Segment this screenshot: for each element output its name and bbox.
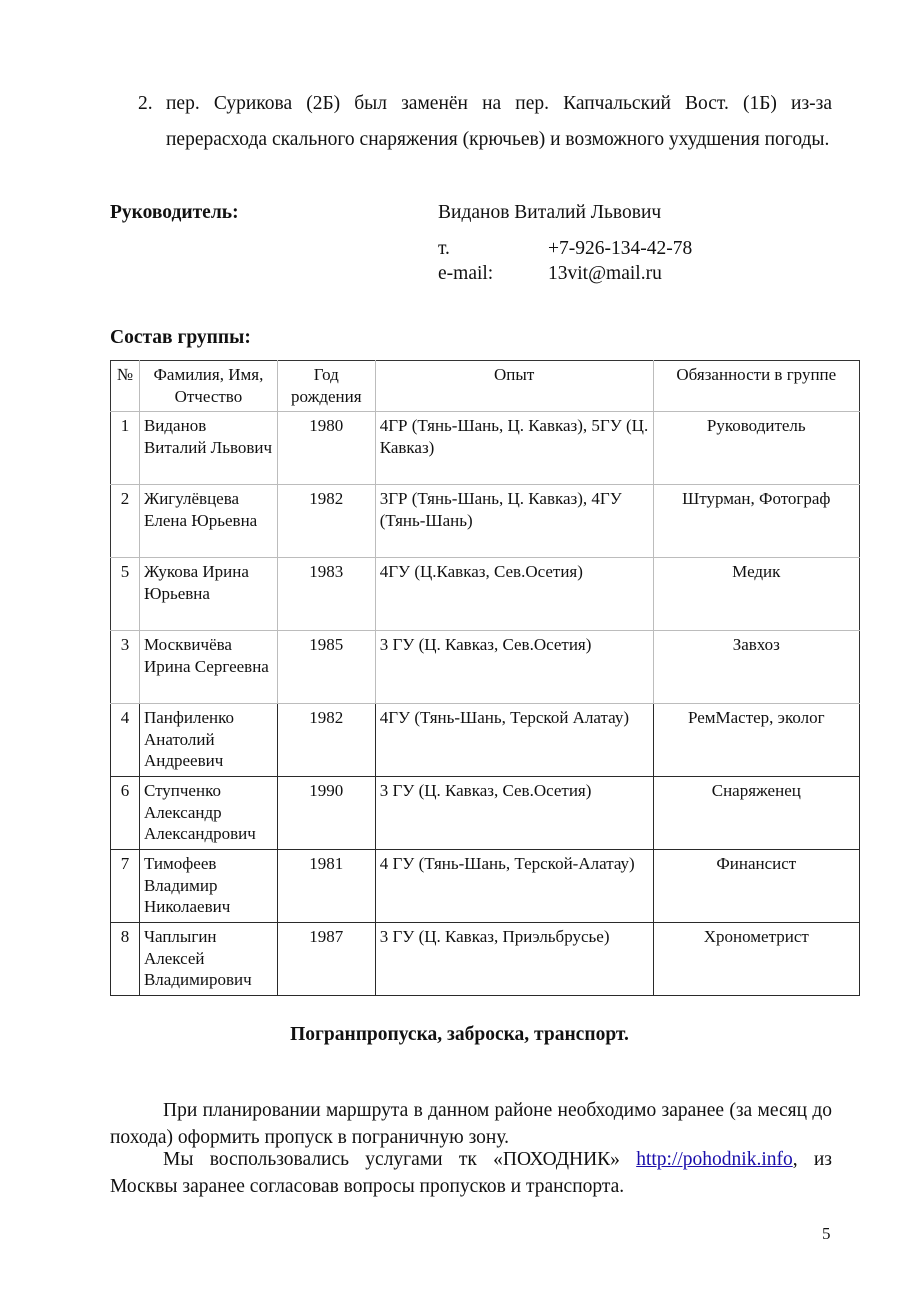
cell-number: 8	[111, 923, 140, 996]
cell-birth-year: 1980	[277, 412, 375, 485]
list-item-text: пер. Сурикова (2Б) был заменён на пер. Капчальский Вост. (1Б) из-за перерасхода скального снаряжения (крючьев) и возможного ухудшения погоды.	[166, 93, 832, 150]
leader-phone	[438, 236, 692, 262]
cell-duty: Завхоз	[653, 631, 859, 704]
email-label: e-mail:	[438, 263, 494, 284]
cell-name: Виданов Виталий Львович	[139, 412, 277, 485]
table-row	[111, 412, 860, 485]
cell-duty: Штурман, Фотограф	[653, 485, 859, 558]
table-row	[111, 704, 860, 777]
cell-birth-year: 1987	[277, 923, 375, 996]
cell-number: 2	[111, 485, 140, 558]
pohodnik-link[interactable]: http://pohodnik.info	[636, 1149, 793, 1170]
email-value: 13vit@mail.ru	[548, 263, 662, 284]
cell-experience: 3 ГУ (Ц. Кавказ, Сев.Осетия)	[375, 777, 653, 850]
numbered-list-item	[138, 86, 832, 158]
list-item-number: 2.	[138, 93, 153, 114]
cell-birth-year: 1990	[277, 777, 375, 850]
cell-number: 1	[111, 412, 140, 485]
cell-number: 5	[111, 558, 140, 631]
cell-duty: РемМастер, эколог	[653, 704, 859, 777]
header-experience: Опыт	[375, 361, 653, 412]
cell-experience: 4ГР (Тянь-Шань, Ц. Кавказ), 5ГУ (Ц. Кавказ)	[375, 412, 653, 485]
cell-experience: 3 ГУ (Ц. Кавказ, Приэльбрусье)	[375, 923, 653, 996]
page-number: 5	[822, 1224, 831, 1243]
leader-label: Руководитель:	[110, 202, 239, 223]
cell-name: Тимофеев Владимир Николаевич	[139, 850, 277, 923]
paragraph-transport-before: Мы воспользовались услугами тк «ПОХОДНИК»	[163, 1149, 637, 1170]
leader-name: Виданов Виталий Львович	[438, 202, 662, 223]
cell-name: Жигулёвцева Елена Юрьевна	[139, 485, 277, 558]
paragraph-permits	[110, 1097, 832, 1151]
phone-label: т.	[438, 238, 450, 259]
table-header-row	[111, 361, 860, 412]
cell-birth-year: 1982	[277, 485, 375, 558]
cell-birth-year: 1982	[277, 704, 375, 777]
cell-experience: 4 ГУ (Тянь-Шань, Терской-Алатау)	[375, 850, 653, 923]
cell-duty: Медик	[653, 558, 859, 631]
header-duties: Обязанности в группе	[653, 361, 859, 412]
table-row	[111, 631, 860, 704]
cell-birth-year: 1983	[277, 558, 375, 631]
group-title: Состав группы:	[110, 327, 251, 348]
cell-name: Ступченко Александр Александрович	[139, 777, 277, 850]
table-row	[111, 558, 860, 631]
paragraph-permits-text: При планировании маршрута в данном районе необходимо заранее (за месяц до похода) оформить пропуск в пограничную зону.	[110, 1100, 832, 1148]
cell-experience: 3ГР (Тянь-Шань, Ц. Кавказ), 4ГУ (Тянь-Шань)	[375, 485, 653, 558]
paragraph-transport-after: , из Москвы заранее согласовав вопросы пропусков и транспорта.	[110, 1149, 833, 1197]
phone-value: +7-926-134-42-78	[548, 238, 693, 259]
cell-duty: Финансист	[653, 850, 859, 923]
leader-email	[438, 261, 662, 287]
cell-experience: 4ГУ (Тянь-Шань, Терской Алатау)	[375, 704, 653, 777]
table-row	[111, 923, 860, 996]
cell-experience: 3 ГУ (Ц. Кавказ, Сев.Осетия)	[375, 631, 653, 704]
cell-number: 3	[111, 631, 140, 704]
cell-birth-year: 1981	[277, 850, 375, 923]
cell-number: 4	[111, 704, 140, 777]
cell-number: 7	[111, 850, 140, 923]
section-heading: Погранпропуска, заброска, транспорт.	[290, 1024, 629, 1045]
table-row	[111, 777, 860, 850]
cell-birth-year: 1985	[277, 631, 375, 704]
header-name: Фамилия, Имя, Отчество	[139, 361, 277, 412]
cell-name: Москвичёва Ирина Сергеевна	[139, 631, 277, 704]
paragraph-transport	[110, 1146, 832, 1200]
table-row	[111, 850, 860, 923]
group-roster-table	[110, 360, 860, 996]
cell-duty: Хронометрист	[653, 923, 859, 996]
header-birth-year: Год рождения	[277, 361, 375, 412]
cell-name: Жукова Ирина Юрьевна	[139, 558, 277, 631]
cell-number: 6	[111, 777, 140, 850]
cell-name: Панфиленко Анатолий Андреевич	[139, 704, 277, 777]
header-number: №	[111, 361, 140, 412]
cell-experience: 4ГУ (Ц.Кавказ, Сев.Осетия)	[375, 558, 653, 631]
cell-name: Чаплыгин Алексей Владимирович	[139, 923, 277, 996]
cell-duty: Руководитель	[653, 412, 859, 485]
cell-duty: Снаряженец	[653, 777, 859, 850]
table-row	[111, 485, 860, 558]
